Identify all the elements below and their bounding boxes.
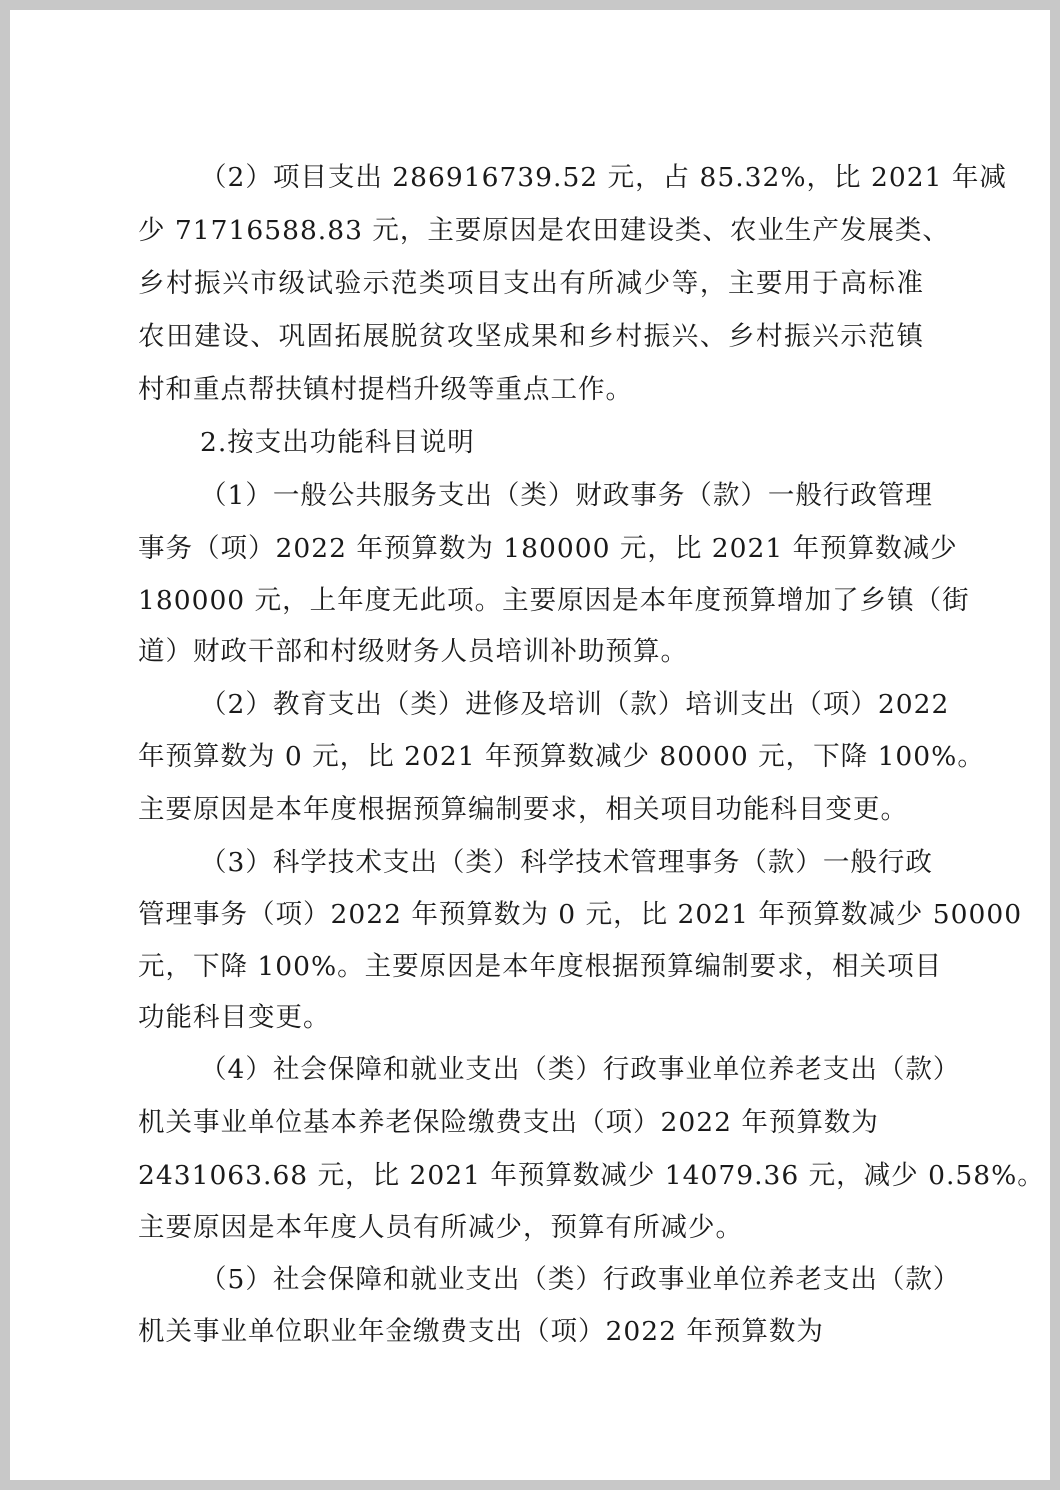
text-line: 农田建设、巩固拓展脱贫攻坚成果和乡村振兴、乡村振兴示范镇: [138, 321, 924, 352]
text-line: （3）科学技术支出（类）科学技术管理事务（款）一般行政: [200, 847, 933, 878]
text-line: 180000 元，上年度无此项。主要原因是本年度预算增加了乡镇（街: [138, 585, 970, 616]
text-line: （4）社会保障和就业支出（类）行政事业单位养老支出（款）: [200, 1054, 961, 1085]
text-line: 功能科目变更。: [138, 1002, 331, 1033]
text-line: 元，下降 100%。主要原因是本年度根据预算编制要求，相关项目: [138, 951, 943, 982]
section-heading: 2.按支出功能科目说明: [200, 427, 475, 458]
text-line: （2）项目支出 286916739.52 元，占 85.32%，比 2021 年减: [200, 162, 1007, 193]
text-line: 2431063.68 元，比 2021 年预算数减少 14079.36 元，减少 0.58%。: [138, 1160, 1045, 1191]
text-line: （5）社会保障和就业支出（类）行政事业单位养老支出（款）: [200, 1264, 961, 1295]
text-line: （2）教育支出（类）进修及培训（款）培训支出（项）2022: [200, 689, 950, 720]
text-line: 事务（项）2022 年预算数为 180000 元，比 2021 年预算数减少: [138, 533, 958, 564]
text-line: 村和重点帮扶镇村提档升级等重点工作。: [138, 374, 633, 405]
text-line: 主要原因是本年度根据预算编制要求，相关项目功能科目变更。: [138, 794, 908, 825]
document-page: [10, 10, 1050, 1480]
text-line: 管理事务（项）2022 年预算数为 0 元，比 2021 年预算数减少 50000: [138, 899, 1023, 930]
text-line: （1）一般公共服务支出（类）财政事务（款）一般行政管理: [200, 480, 933, 511]
text-line: 主要原因是本年度人员有所减少，预算有所减少。: [138, 1212, 743, 1243]
text-line: 少 71716588.83 元，主要原因是农田建设类、农业生产发展类、: [138, 215, 950, 246]
text-line: 机关事业单位职业年金缴费支出（项）2022 年预算数为: [138, 1316, 824, 1347]
text-line: 机关事业单位基本养老保险缴费支出（项）2022 年预算数为: [138, 1107, 879, 1138]
text-line: 年预算数为 0 元，比 2021 年预算数减少 80000 元，下降 100%。: [138, 741, 985, 772]
text-line: 乡村振兴市级试验示范类项目支出有所减少等，主要用于高标准: [138, 268, 924, 299]
text-line: 道）财政干部和村级财务人员培训补助预算。: [138, 636, 688, 667]
